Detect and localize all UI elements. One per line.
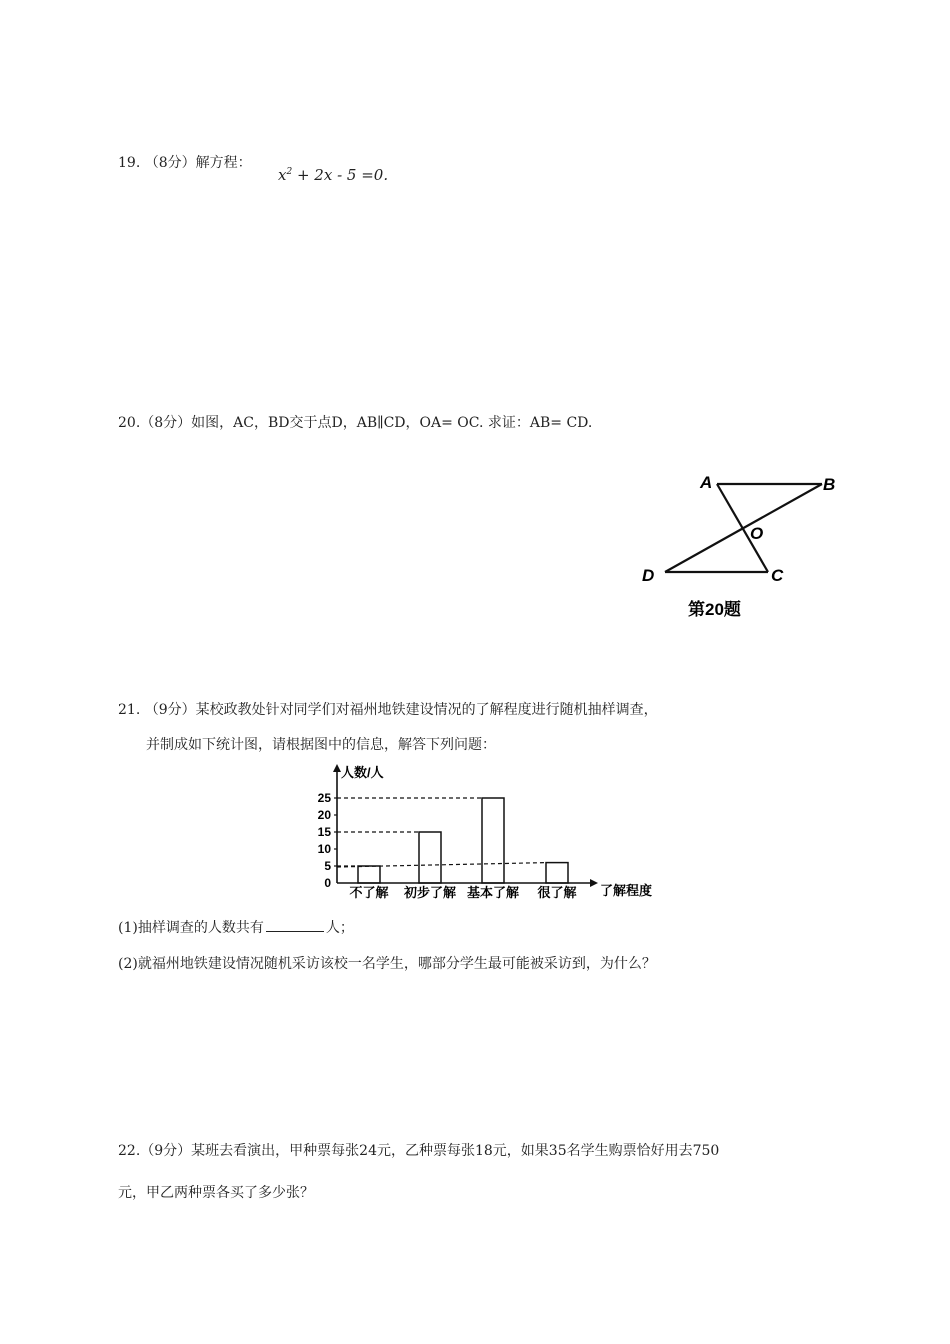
y-tick-label: 10 bbox=[317, 842, 331, 856]
equation-rest: + 2x - 5 =0. bbox=[292, 166, 389, 184]
question-21-line-1: 21. （9分）某校政教处针对同学们对福州地铁建设情况的了解程度进行随机抽样调查， bbox=[118, 702, 658, 718]
bar bbox=[482, 798, 504, 883]
sub-1-suffix: 人； bbox=[325, 920, 354, 936]
equation-exponent: 2 bbox=[286, 167, 293, 177]
question-21-line-2: 并制成如下统计图，请根据图中的信息，解答下列问题： bbox=[146, 737, 496, 753]
equation-base: x bbox=[278, 166, 287, 184]
y-tick-label: 20 bbox=[317, 808, 331, 822]
question-22-line-1: 22.（9分）某班去看演出，甲种票每张24元，乙种票每张18元，如果35名学生购票恰好用去750 bbox=[118, 1143, 720, 1159]
segment-bd bbox=[665, 484, 822, 572]
x-tick-label: 初步了解 bbox=[403, 885, 457, 900]
y-tick-label: 0 bbox=[324, 876, 331, 890]
y-tick-label: 25 bbox=[317, 791, 331, 805]
label-o: O bbox=[750, 524, 764, 543]
chart-axes bbox=[333, 764, 652, 898]
sub-1-prefix: (1)抽样调查的人数共有 bbox=[118, 920, 264, 936]
label-b: B bbox=[823, 475, 836, 494]
label-c: C bbox=[771, 566, 784, 585]
x-tick-label: 很了解 bbox=[537, 885, 577, 900]
label-d: D bbox=[642, 566, 655, 585]
bar bbox=[546, 863, 568, 883]
question-22-line-2: 元，甲乙两种票各买了多少张？ bbox=[118, 1185, 314, 1201]
question-21-sub-1 bbox=[118, 917, 354, 937]
answer-blank[interactable] bbox=[266, 917, 324, 932]
y-tick-label: 15 bbox=[317, 825, 331, 839]
label-a: A bbox=[700, 473, 713, 492]
x-axis-title: 了解程度 bbox=[600, 883, 653, 898]
question-21-sub-2: (2)就福州地铁建设情况随机采访该校一名学生，哪部分学生最可能被采访到，为什么？ bbox=[118, 956, 656, 972]
y-tick-label: 5 bbox=[324, 859, 331, 873]
question-19-equation bbox=[278, 166, 388, 184]
bar bbox=[358, 866, 380, 883]
bar bbox=[419, 832, 441, 883]
bar-chart bbox=[300, 760, 670, 905]
figure-caption: 第20题 bbox=[688, 600, 741, 619]
x-tick-label: 基本了解 bbox=[466, 885, 520, 900]
question-20-text: 20.（8分）如图，AC，BD交于点D，AB∥CD，OA= OC. 求证：AB= CD. bbox=[118, 415, 593, 431]
geometry-figure-20 bbox=[630, 460, 860, 630]
x-axis-arrow bbox=[590, 879, 598, 887]
y-axis-title: 人数/人 bbox=[341, 765, 384, 780]
x-tick-label: 不了解 bbox=[349, 885, 389, 900]
question-19-text: 19. （8分）解方程： bbox=[118, 155, 252, 171]
y-axis-arrow bbox=[333, 764, 341, 772]
